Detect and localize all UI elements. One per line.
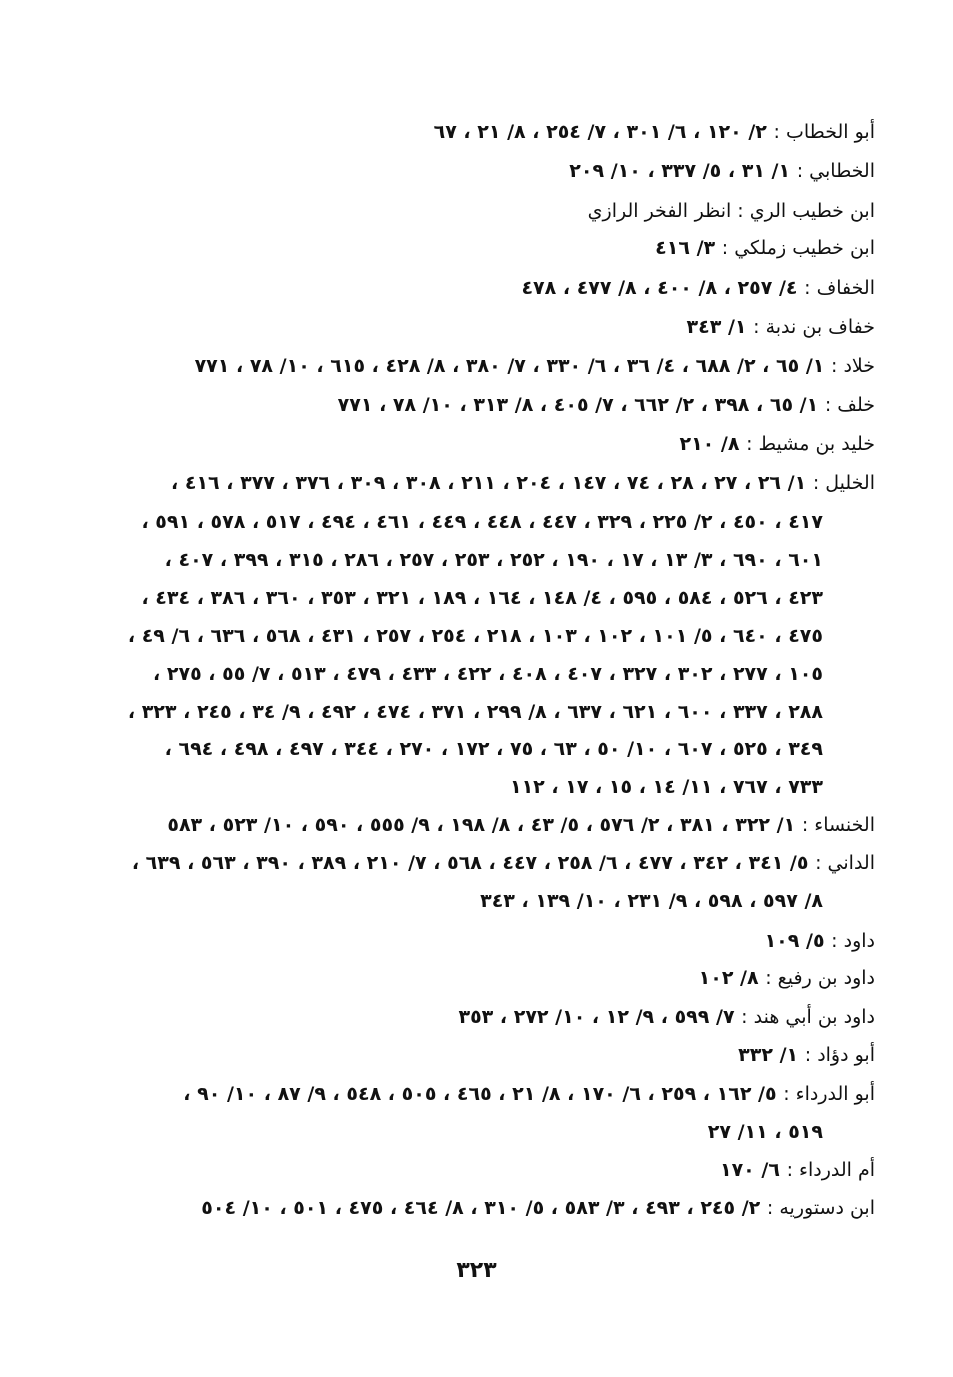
- index-entry: [171, 468, 875, 498]
- entry-refs: ١/ ٢٦ ، ٢٧ ، ٢٨ ، ٧٤ ، ١٤٧ ، ٢٠٤ ، ٢١١ ، ٣٠٨ ، ٣٠٩ ، ٣٧٦ ، ٣٧٧ ، ٤١٦ ،: [171, 472, 807, 494]
- entry-head: داود :: [831, 930, 875, 952]
- entry-head: الخفاف :: [804, 277, 875, 299]
- entry-head: خلف :: [824, 394, 875, 416]
- entry-head: ابن خطيب الري : انظر: [694, 200, 875, 222]
- entry-refs: ١/ ٦٥ ، ٢/ ٦٨٨ ، ٤/ ٣٦ ، ٦/ ٣٣٠ ، ٧/ ٣٨٠ ، ٨/ ٤٢٨ ، ٦١٥ ، ١٠/ ٧٨ ، ٧٧١: [194, 355, 825, 377]
- entry-head: أبو دؤاد :: [804, 1044, 875, 1066]
- index-entry: [655, 233, 875, 263]
- index-entry: [183, 1079, 875, 1109]
- entry-head: الخطابي :: [796, 160, 875, 182]
- entry-head: أبو الخطاب :: [773, 121, 875, 143]
- index-entry: [201, 1193, 875, 1223]
- entry-continuation: ٢٨٨ ، ٣٣٧ ، ٦٠٠ ، ٦٢١ ، ٦٣٧ ، ٨/ ٢٩٩ ، ٣٧١ ، ٤٧٤ ، ٤٩٢ ، ٩/ ٣٤ ، ٢٤٥ ، ٣٢٣ ،: [127, 701, 823, 723]
- entry-continuation: ٧٣٣ ، ٧٦٧ ، ١١/ ١٤ ، ١٥ ، ١٧ ، ١١٢: [509, 776, 823, 798]
- entry-continuation: ٤١٧ ، ٤٥٠ ، ٢/ ٢٢٥ ، ٣٢٩ ، ٤٤٧ ، ٤٤٨ ، ٤٤٩ ، ٤٦١ ، ٤٩٤ ، ٥١٧ ، ٥٧٨ ، ٥٩١ ،: [141, 511, 823, 533]
- index-entry: [521, 273, 875, 303]
- index-entry: [765, 926, 875, 956]
- index-entry: [195, 351, 875, 381]
- entry-refs: ١/ ٣٣٢: [738, 1044, 799, 1066]
- entry-refs: ٨/ ١٠٢: [698, 967, 759, 989]
- index-entry: [569, 156, 875, 186]
- index-entry: [338, 390, 875, 420]
- entry-head: ابن خطيب زملكي :: [721, 237, 875, 259]
- entry-continuation: ٣٤٩ ، ٥٢٥ ، ٦٠٧ ، ١٠/ ٥٠ ، ٦٣ ، ٧٥ ، ١٧٢ ، ٢٧٠ ، ٣٤٤ ، ٤٩٧ ، ٤٩٨ ، ٦٩٤ ،: [164, 738, 823, 760]
- index-entry: [167, 810, 875, 840]
- entry-refs: الفخر الرازي: [587, 200, 688, 222]
- index-entry: [738, 1040, 875, 1070]
- index-entry: [679, 429, 875, 459]
- entry-refs: ٥/ ١٦٢ ، ٢٥٩ ، ٦/ ١٧٠ ، ٨/ ٢١ ، ٤٦٥ ، ٥٠٥ ، ٥٤٨ ، ٩/ ٨٧ ، ١٠/ ٩٠ ،: [183, 1083, 777, 1105]
- entry-head: أبو الدرداء :: [783, 1083, 875, 1105]
- entry-continuation: ٤٢٣ ، ٥٢٦ ، ٥٨٤ ، ٥٩٥ ، ٤/ ١٤٨ ، ١٦٤ ، ١٨٩ ، ٣٢١ ، ٣٥٣ ، ٣٦٠ ، ٣٨٦ ، ٤٣٤ ،: [141, 587, 823, 609]
- entry-refs: ٦/ ١٧٠: [719, 1159, 780, 1181]
- entry-continuation: ١٠٥ ، ٢٧٧ ، ٣٠٢ ، ٣٢٧ ، ٤٠٧ ، ٤٠٨ ، ٤٢٢ ، ٤٣٣ ، ٤٧٩ ، ٥١٣ ، ٧/ ٥٥ ، ٢٧٥ ،: [153, 663, 823, 685]
- entry-refs: ٢/ ٢٤٥ ، ٤٩٣ ، ٣/ ٥٨٣ ، ٥/ ٣١٠ ، ٨/ ٤٦٤ ، ٤٧٥ ، ٥٠١ ، ١٠/ ٥٠٤: [201, 1197, 761, 1219]
- entry-refs: ٨/ ٢١٠: [679, 433, 740, 455]
- index-entry: [720, 1155, 875, 1185]
- index-entry: [458, 1002, 875, 1032]
- index-entry: [132, 848, 875, 878]
- entry-continuation: ٥١٩ ، ١١/ ٢٧: [707, 1121, 823, 1143]
- entry-continuation: ٦٠١ ، ٦٩٠ ، ٣/ ١٣ ، ١٧ ، ١٩٠ ، ٢٥٢ ، ٢٥٣ ، ٢٥٧ ، ٢٨٦ ، ٣١٥ ، ٣٩٩ ، ٤٠٧ ،: [164, 549, 823, 571]
- entry-continuation: ٨/ ٥٩٧ ، ٥٩٨ ، ٩/ ٢٣١ ، ١٠/ ١٣٩ ، ٣٤٣: [480, 890, 823, 912]
- entry-refs: ٥/ ٣٤١ ، ٣٤٢ ، ٤٧٧ ، ٦/ ٢٥٨ ، ٤٤٧ ، ٥٦٨ ، ٧/ ٢١٠ ، ٣٨٩ ، ٣٩٠ ، ٥٦٣ ، ٦٣٩ ،: [131, 852, 809, 874]
- entry-refs: ٣/ ٤١٦: [655, 237, 716, 259]
- entry-refs: ٥/ ١٠٩: [764, 930, 825, 952]
- entry-refs: ١/ ٣٢٢ ، ٣٨١ ، ٢/ ٥٧٦ ، ٥/ ٤٣ ، ٨/ ١٩٨ ، ٩/ ٥٥٥ ، ٥٩٠ ، ١٠/ ٥٢٣ ، ٥٨٣: [167, 814, 796, 836]
- entry-head: الخليل :: [812, 472, 875, 494]
- index-entry: [434, 117, 875, 147]
- entry-head: الخنساء :: [801, 814, 875, 836]
- entry-head: الداني :: [815, 852, 875, 874]
- index-entry: [588, 196, 875, 226]
- page-number: ٣٢٣: [456, 1258, 497, 1283]
- entry-head: خفاف بن ندبة :: [753, 316, 875, 338]
- entry-refs: ١/ ٦٥ ، ٣٩٨ ، ٢/ ٦٦٢ ، ٧/ ٤٠٥ ، ٨/ ٣١٣ ، ١٠/ ٧٨ ، ٧٧١: [337, 394, 819, 416]
- entry-head: ابن دستوريه :: [766, 1197, 875, 1219]
- entry-refs: ٤/ ٢٥٧ ، ٨/ ٤٠٠ ، ٨/ ٤٧٧ ، ٤٧٨: [521, 277, 798, 299]
- entry-continuation: ٤٧٥ ، ٦٤٠ ، ٥/ ١٠١ ، ١٠٢ ، ١٠٣ ، ٢١٨ ، ٢٥٤ ، ٢٥٧ ، ٤٣١ ، ٥٦٨ ، ٦٣٦ ، ٦/ ٤٩ ،: [127, 625, 823, 647]
- entry-refs: ١/ ٣١ ، ٥/ ٣٣٧ ، ١٠/ ٢٠٩: [569, 160, 791, 182]
- entry-refs: ١/ ٣٤٣: [686, 316, 747, 338]
- index-entry: [687, 312, 875, 342]
- entry-refs: ٢/ ١٢٠ ، ٦/ ٣٠١ ، ٧/ ٢٥٤ ، ٨/ ٢١ ، ٦٧: [433, 121, 767, 143]
- entry-head: أم الدرداء :: [786, 1159, 875, 1181]
- entry-head: خلاد :: [831, 355, 875, 377]
- entry-head: داود بن أبي هند :: [741, 1006, 875, 1028]
- index-entry: [699, 963, 875, 993]
- entry-refs: ٧/ ٥٩٩ ، ٩/ ١٢ ، ١٠/ ٢٧٢ ، ٣٥٣: [458, 1006, 735, 1028]
- entry-head: داود بن رفيع :: [765, 967, 875, 989]
- entry-head: خليد بن مشيط :: [746, 433, 875, 455]
